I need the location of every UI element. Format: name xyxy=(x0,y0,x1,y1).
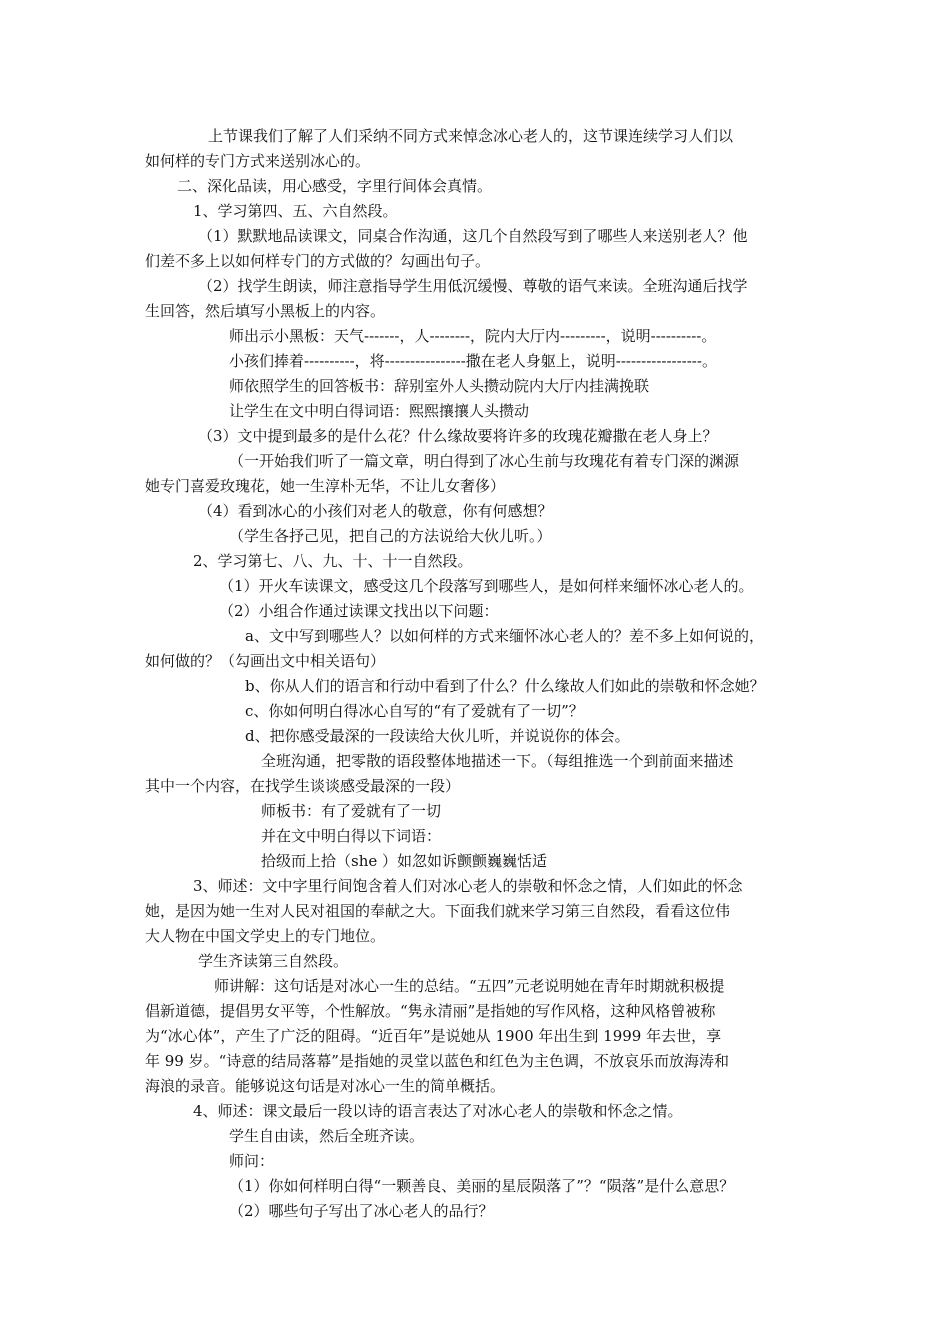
text-line: （3）文中提到最多的是什么花？什么缘故要将许多的玫瑰花瓣撒在老人身上？ xyxy=(198,427,718,445)
text-line: （2）哪些句子写出了冰心老人的品行？ xyxy=(229,1202,494,1220)
text-line: （一开始我们听了一篇文章，明白得到了冰心生前与玫瑰花有着专门深的渊源 xyxy=(229,452,740,470)
section-heading: 二、深化品读，用心感受，字里行间体会真情。 xyxy=(177,177,493,195)
text-line: a、文中写到哪些人？以如何样的方式来缅怀冰心老人的？差不多上如何说的， xyxy=(245,627,764,645)
text-line: 师问： xyxy=(229,1152,275,1170)
text-line: 如何做的？（勾画出文中相关语句） xyxy=(145,652,386,670)
text-line: 拾级而上拾（she ）如忽如诉颤颤巍巍恬适 xyxy=(261,852,548,870)
text-line: c、你如何明白得冰心自写的“有了爱就有了一切”？ xyxy=(245,702,584,720)
text-line: 师依照学生的回答板书：辞别室外人头攒动院内大厅内挂满挽联 xyxy=(229,377,650,395)
text-line: 她专门喜爱玫瑰花，她一生淳朴无华，不让儿女奢侈） xyxy=(145,477,506,495)
text-line: 年 99 岁。“诗意的结局落幕”是指她的灵堂以蓝色和红色为主色调，不放哀乐而放海涛和 xyxy=(145,1052,729,1070)
text-line: 让学生在文中明白得词语：熙熙攘攘人头攒动 xyxy=(229,402,530,420)
text-line: （1）你如何样明白得“一颗善良、美丽的星辰陨落了”？“陨落”是什么意思？ xyxy=(229,1177,735,1195)
text-line: 小孩们捧着----------，将----------------撒在老人身躯上，说明-----------------。 xyxy=(229,352,717,370)
text-line: 海浪的录音。能够说这句话是对冰心一生的简单概括。 xyxy=(145,1077,506,1095)
text-line: （2）小组合作通过读课文找出以下问题： xyxy=(219,602,499,620)
text-line: 倡新道德，提倡男女平等，个性解放。“隽永清丽”是指她的写作风格，这种风格曾被称 xyxy=(145,1002,716,1020)
subsection-heading: 1、学习第四、五、六自然段。 xyxy=(193,202,398,220)
text-line: 并在文中明白得以下词语： xyxy=(261,827,442,845)
text-line: 上节课我们了解了人们采纳不同方式来悼念冰心老人的，这节课连续学习人们以 xyxy=(208,127,734,145)
text-line: 生回答，然后填写小黑板上的内容。 xyxy=(145,302,386,320)
text-line: （4）看到冰心的小孩们对老人的敬意，你有何感想？ xyxy=(198,502,553,520)
subsection-heading: 4、师述：课文最后一段以诗的语言表达了对冰心老人的崇敬和怀念之情。 xyxy=(193,1102,683,1120)
text-line: （学生各抒己见，把自己的方法说给大伙儿听。） xyxy=(229,527,552,545)
text-line: 学生齐读第三自然段。 xyxy=(198,952,349,970)
text-line: 其中一个内容，在找学生谈谈感受最深的一段） xyxy=(145,777,461,795)
text-line: 全班沟通，把零散的语段整体地描述一下。（每组推选一个到前面来描述 xyxy=(261,752,734,770)
text-line: 师讲解：这句话是对冰心一生的总结。“五四”元老说明她在青年时期就积极提 xyxy=(214,977,725,995)
text-line: b、你从人们的语言和行动中看到了什么？什么缘故人们如此的崇敬和怀念她？ xyxy=(245,677,765,695)
subsection-heading: 3、师述：文中字里行间饱含着人们对冰心老人的崇敬和怀念之情，人们如此的怀念 xyxy=(193,877,743,895)
text-line: 们差不多上以如何样专门的方式做的？勾画出句子。 xyxy=(145,252,491,270)
subsection-heading: 2、学习第七、八、九、十、十一自然段。 xyxy=(193,552,473,570)
text-line: d、把你感受最深的一段读给大伙儿听，并说说你的体会。 xyxy=(245,727,630,745)
text-line: 学生自由读，然后全班齐读。 xyxy=(229,1127,425,1145)
text-line: （1）默默地品读课文，同桌合作沟通，这几个自然段写到了哪些人来送别老人？他 xyxy=(198,227,748,245)
text-line: 她，是因为她一生对人民对祖国的奉献之大。下面我们就来学习第三自然段，看看这位伟 xyxy=(145,902,731,920)
text-line: 师出示小黑板：天气-------，人--------，院内大厅内---------，说明----------。 xyxy=(229,327,717,345)
text-line: 如何样的专门方式来送别冰心的。 xyxy=(145,152,371,170)
text-line: 大人物在中国文学史上的专门地位。 xyxy=(145,927,386,945)
text-line: （1）开火车读课文，感受这几个段落写到哪些人，是如何样来缅怀冰心老人的。 xyxy=(219,577,754,595)
text-line: 为“冰心体”，产生了广泛的阻碍。“近百年”是说她从 1900 年出生到 1999 年去世，享 xyxy=(145,1027,722,1045)
text-line: （2）找学生朗读，师注意指导学生用低沉缓慢、尊敬的语气来读。全班沟通后找学 xyxy=(198,277,748,295)
text-line: 师板书：有了爱就有了一切 xyxy=(261,802,442,820)
